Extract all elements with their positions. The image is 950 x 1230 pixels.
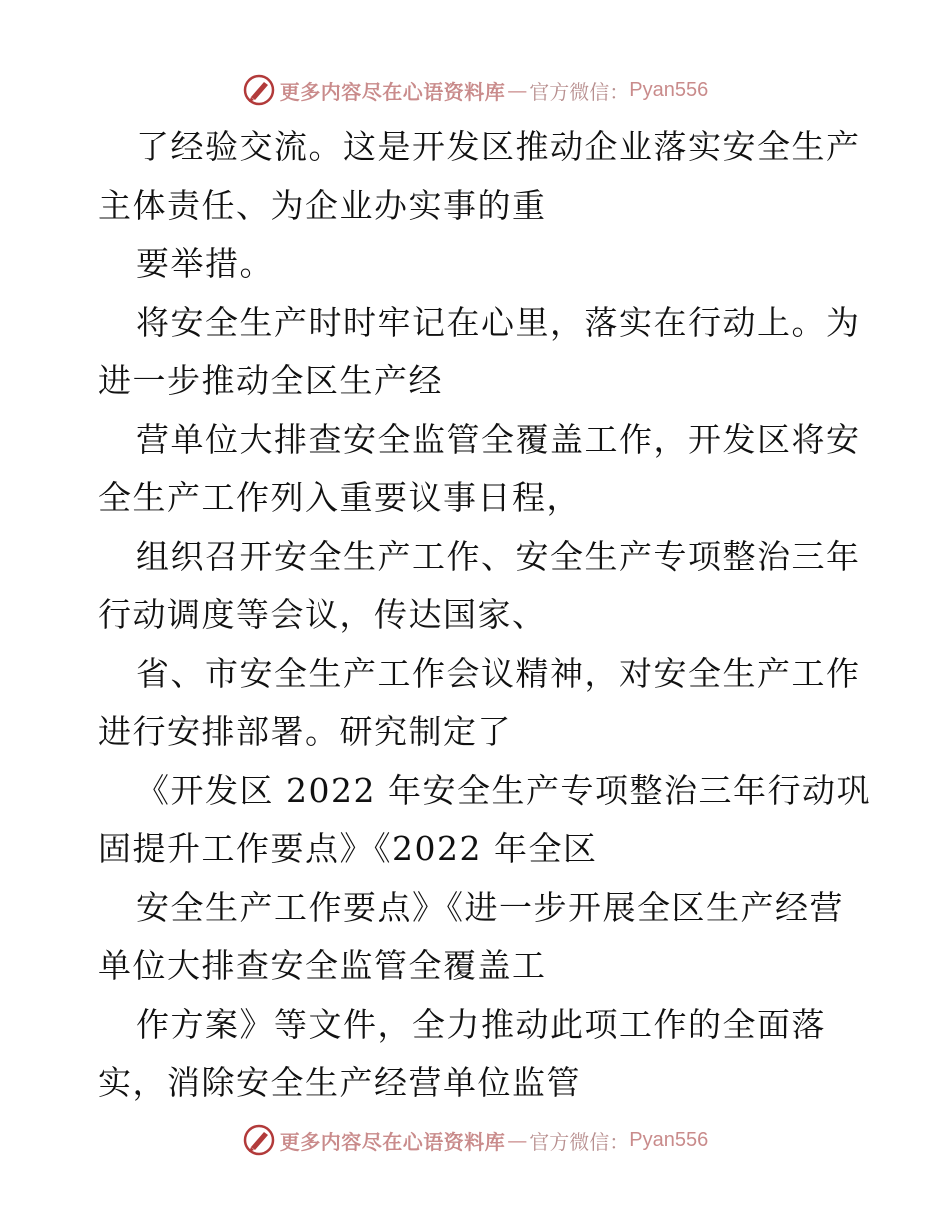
text-line: 进行安排部署。研究制定了 [98,712,512,751]
text-line: 主体责任、为企业办实事的重 [98,185,547,225]
footer-watermark [0,1122,950,1158]
watermark-wechat-label: 官方微信： [529,1129,630,1154]
text-line: 作方案》等文件，全力推动此项工作的全面落 [136,1004,826,1044]
text-line: 行动调度等会议，传达国家、 [98,595,547,634]
text-line: 安全生产工作要点》《进一步开展全区生产经营 [136,887,844,927]
header-watermark [0,72,950,108]
watermark-text: 更多内容尽在心语资料库 [279,1129,506,1154]
text-line: 了经验交流。这是开发区推动企业落实安全生产 [136,127,861,166]
text-line: 进一步推动全区生产经 [98,361,443,400]
body-text [98,118,871,1113]
pen-logo-icon [242,73,276,107]
text-line: 全生产工作列入重要议事日程， [98,478,581,517]
watermark-wechat-id: Pyan556 [629,78,709,101]
text-line: 实，消除安全生产经营单位监管 [98,1063,581,1102]
watermark-dash: — [507,1128,528,1152]
text-line: 要举措。 [136,244,274,283]
text-line: 单位大排查安全监管全覆盖工 [98,946,547,985]
text-line: 将安全生产时时牢记在心里，落实在行动上。为 [136,302,861,342]
text-line: 固提升工作要点》《2022 年全区 [98,829,598,868]
text-line: 省、市安全生产工作会议精神，对安全生产工作 [136,653,861,693]
watermark-wechat-label: 官方微信： [529,79,630,104]
watermark-wechat-id: Pyan556 [629,1128,709,1151]
watermark-dash: — [507,78,528,102]
pen-logo-icon [242,1123,276,1157]
text-line: 组织召开安全生产工作、安全生产专项整治三年 [136,536,861,576]
text-line: 营单位大排查安全监管全覆盖工作，开发区将安 [136,419,861,459]
text-line: 《开发区 2022 年安全生产专项整治三年行动巩 [136,770,871,810]
watermark-text: 更多内容尽在心语资料库 [279,79,506,104]
